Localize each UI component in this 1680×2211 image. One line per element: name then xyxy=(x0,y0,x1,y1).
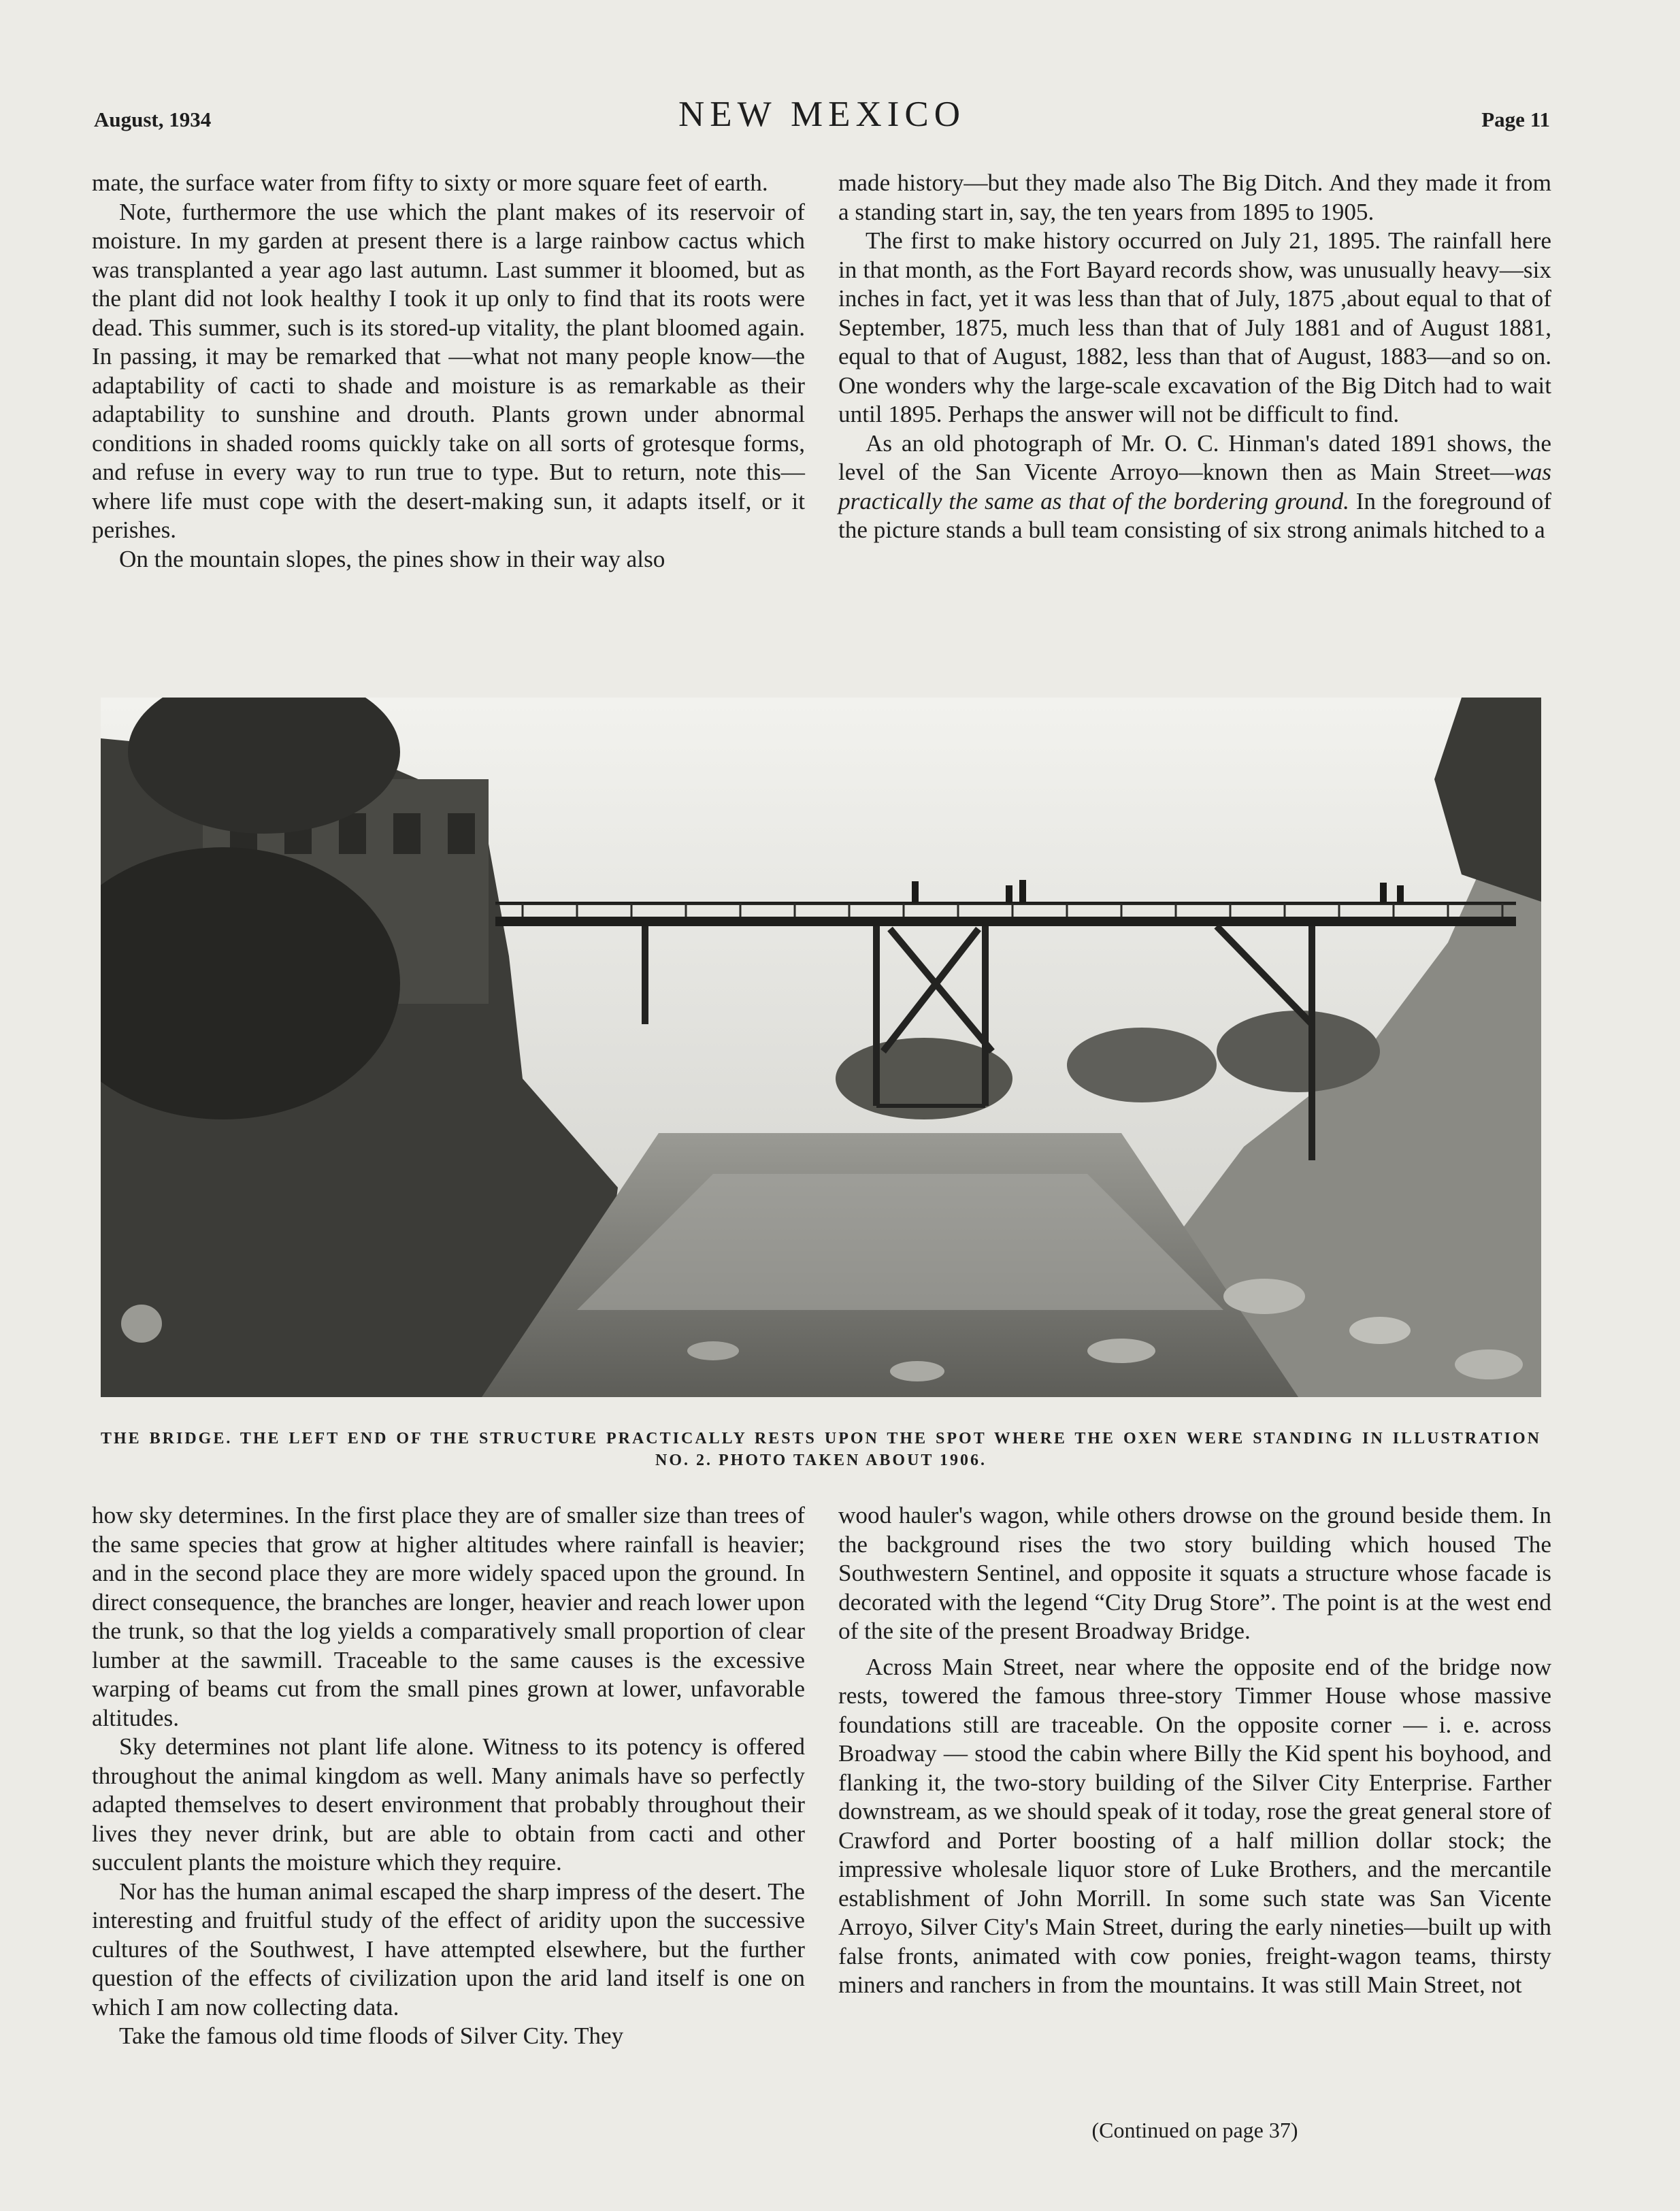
page-number: Page 11 xyxy=(1481,108,1550,131)
paragraph: Across Main Street, near where the opposite end of the bridge now rests, towered the famous three-story Timmer House whose massive foundations still are traceable. On the opposite corner — i. e. across Broadway — stood the cabin where Billy the Kid spent his boyhood, and flanking it, the two-story building of the Silver City Enterprise. Farther downstream, as we should speak of it today, rose the great general store of Crawford and Porter boosting of a half million dollar stock; the impressive wholesale liquor store of Luke Brothers, and the mercantile establishment of John Morrill. In some such state was San Vicente Arroyo, Silver City's Main Street, during the early nineties—built up with false fronts, animated with cow ponies, freight-wagon teams, thirsty miners and ranchers in from the mountains. It was still Main Street, not xyxy=(838,1653,1551,1998)
paragraph: The first to make history occurred on July 21, 1895. The rainfall here in that month, as the Fort Bayard records show, was unusually heavy—six inches in fact, yet it was less than that of July, 1875 ,about equal to that of September, 1875, much less than that of July 1881 and of August 1881, equal to that of August, 1882, less than that of August, 1883—and so on. One wonders why the large-scale excavation of the Big Ditch had to wait until 1895. Perhaps the answer will not be difficult to find. xyxy=(838,227,1551,427)
paragraph xyxy=(838,429,1551,545)
paragraph: mate, the surface water from fifty to sixty or more square feet of earth. xyxy=(92,169,768,196)
paragraph: wood hauler's wagon, while others drowse on the ground beside them. In the background rises the two story building which housed The Southwestern Sentinel, and opposite it squats a structure whose facade is decorated with the legend “City Drug Store”. The point is at the west end of the site of the present Broadway Bridge. xyxy=(838,1502,1551,1644)
bottom-left-column xyxy=(92,1501,805,2051)
italic-text: was practically the same as that of the bordering ground. xyxy=(838,459,1551,514)
issue-date: August, 1934 xyxy=(94,108,212,131)
photo-caption: THE BRIDGE. THE LEFT END OF THE STRUCTURE PRACTICALLY RESTS UPON THE SPOT WHERE THE OXEN WERE STANDING IN ILLUSTRATION NO. 2. PHOTO TAKEN ABOUT 1906. xyxy=(101,1430,1541,1469)
paragraph: made history—but they made also The Big Ditch. And they made it from a standing start in, say, the ten years from 1895 to 1905. xyxy=(838,169,1551,225)
continuation-note: (Continued on page 37) xyxy=(1091,2118,1298,2142)
paragraph: Note, furthermore the use which the plant makes of its reservoir of moisture. In my garden at present there is a large rainbow cactus which was transplanted a year ago last autumn. Last summer it bloomed, but as the plant did not look healthy I took it up only to find that its roots were dead. This summer, such is its stored-up vitality, the plant bloomed again. In passing, it may be remarked that —what not many people know—the adaptability of cacti to shade and moisture is as remarkable as their adaptability to sunshine and drouth. Plants grown under abnormal conditions in shaded rooms quickly take on all sorts of grotesque forms, and refuse in every way to run true to type. But to return, note this—where life must cope with the desert-making sun, it adapts itself, or it perishes. xyxy=(92,198,805,543)
text-run: In the foreground of the picture stands a bull team consisting of six strong animals hitched to a xyxy=(838,487,1551,543)
top-left-column xyxy=(92,169,805,574)
text-run: As an old photograph of Mr. O. C. Hinman's dated 1891 shows, the level of the San Vicente Arroyo—known then as Main Street— xyxy=(838,429,1551,485)
page-header xyxy=(94,94,1550,155)
paragraph: Nor has the human animal escaped the sharp impress of the desert. The interesting and fruitful study of the effect of aridity upon the successive cultures of the Southwest, I have attempted elsewhere, but the further question of the effects of civilization upon the arid land itself is one on which I am now collecting data. xyxy=(92,1878,805,2020)
paragraph: Take the famous old time floods of Silver City. They xyxy=(119,2022,624,2049)
paragraph: On the mountain slopes, the pines show in their way also xyxy=(119,545,665,572)
bottom-right-column xyxy=(838,1501,1551,2000)
top-right-column xyxy=(838,169,1551,545)
paragraph: Sky determines not plant life alone. Witness to its potency is offered throughout the animal kingdom as well. Many animals have so perfectly adapted themselves to desert environment that probably throughout their lives they never drink, but are able to obtain from cacti and other succulent plants the moisture which they require. xyxy=(92,1733,805,1876)
magazine-title: NEW MEXICO xyxy=(678,95,966,134)
paragraph: how sky determines. In the first place they are of smaller size than trees of the same species that grow at higher altitudes where rainfall is heavier; and in the second place they are more widely spaced upon the ground. In direct consequence, the branches are longer, heavier and reach lower upon the trunk, so that the log yields a comparatively small proportion of clear lumber at the sawmill. Traceable to the same causes is the excessive warping of beams cut from the small pines grown at lower, unfavorable altitudes. xyxy=(92,1502,805,1731)
bridge-photograph xyxy=(101,698,1541,1397)
